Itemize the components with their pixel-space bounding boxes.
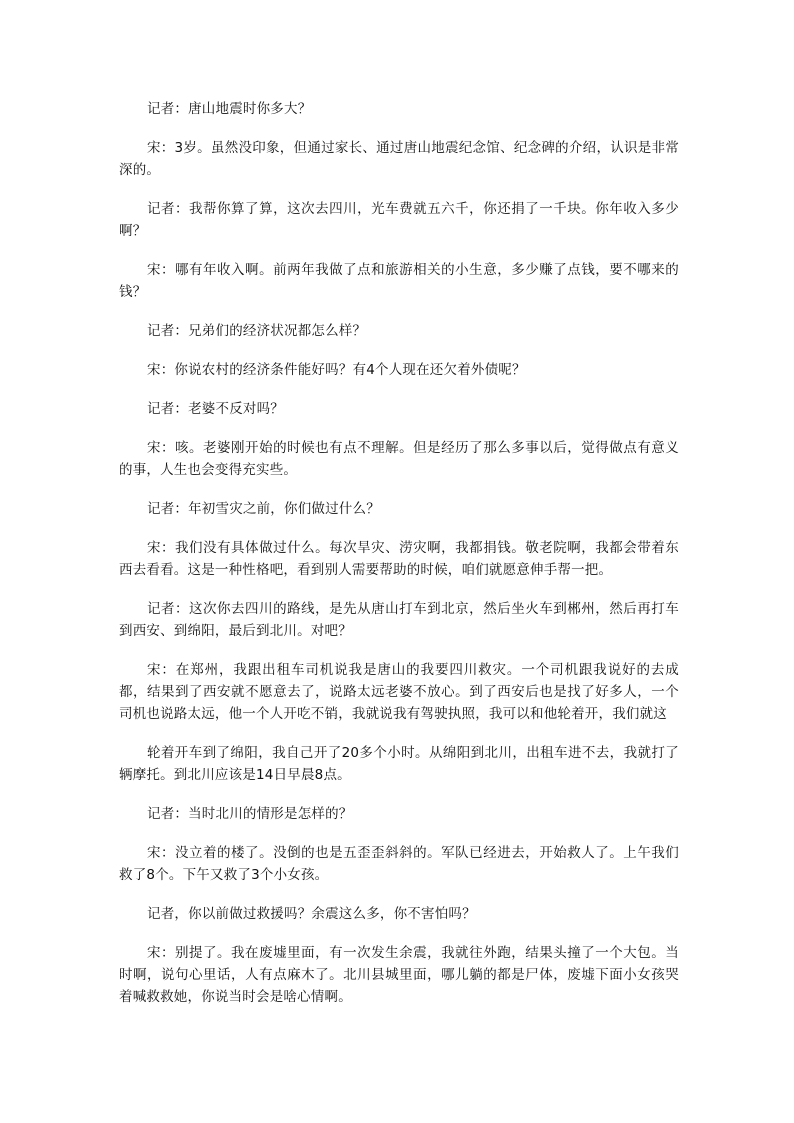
question-paragraph: 记者：兄弟们的经济状况都怎么样？: [147, 323, 367, 339]
question-paragraph: 记者：老婆不反对吗？: [147, 401, 284, 417]
answer-paragraph: 宋：我们没有具体做过什么。每次旱灾、涝灾啊，我都捐钱。敬老院啊，我都会带着东西去看看。这是一种性格吧，看到别人需要帮助的时候，咱们就愿意伸手帮一把。: [119, 540, 679, 578]
answer-paragraph: 宋：你说农村的经济条件能好吗？有4个人现在还欠着外债呢？: [147, 362, 526, 378]
answer-paragraph: 宋：咳。老婆刚开始的时候也有点不理解。但是经历了那么多事以后，觉得做点有意义的事，人生也会变得充实些。: [119, 440, 679, 478]
answer-paragraph: 宋：在郑州，我跟出租车司机说我是唐山的我要四川救灾。一个司机跟我说好的去成都，结果到了西安就不愿意去了，说路太远老婆不放心。到了西安后也是找了好多人，一个司机也说路太远，他一个人开吃不销，我就说我有驾驶执照，我可以和他轮着开，我们就这: [119, 662, 679, 722]
answer-paragraph: 宋：3岁。虽然没印象，但通过家长、通过唐山地震纪念馆、纪念碑的介绍，认识是非常深的。: [119, 140, 679, 178]
question-paragraph: 记者：当时北川的情形是怎样的？: [147, 806, 353, 822]
answer-paragraph: 宋：哪有年收入啊。前两年我做了点和旅游相关的小生意，多少赚了点钱，要不哪来的钱？: [119, 262, 679, 300]
question-paragraph: 记者：年初雪灾之前，你们做过什么？: [147, 501, 380, 517]
answer-paragraph: 宋：别提了。我在废墟里面，有一次发生余震，我就往外跑，结果头撞了一个大包。当时啊，说句心里话，人有点麻木了。北川县城里面，哪儿躺的都是尸体，废墟下面小女孩哭着喊救救她，你说当时会是啥心情啊。: [119, 945, 679, 1005]
question-paragraph: 记者：这次你去四川的路线，是先从唐山打车到北京，然后坐火车到郴州，然后再打车到西安、到绵阳，最后到北川。对吧？: [119, 601, 679, 639]
question-paragraph: 记者：我帮你算了算，这次去四川，光车费就五六千，你还捐了一千块。你年收入多少啊？: [119, 201, 679, 239]
question-paragraph: 记者：唐山地震时你多大？: [147, 101, 312, 117]
answer-continuation-paragraph: 轮着开车到了绵阳，我自己开了20多个小时。从绵阳到北川，出租车进不去，我就打了辆摩托。到北川应该是14日早晨8点。: [119, 745, 679, 783]
document-body: [119, 98, 679, 1008]
answer-paragraph: 宋：没立着的楼了。没倒的也是五歪歪斜斜的。军队已经进去，开始救人了。上午我们救了8个。下午又救了3个小女孩。: [119, 845, 679, 883]
question-paragraph: 记者，你以前做过救援吗？余震这么多，你不害怕吗？: [147, 906, 476, 922]
